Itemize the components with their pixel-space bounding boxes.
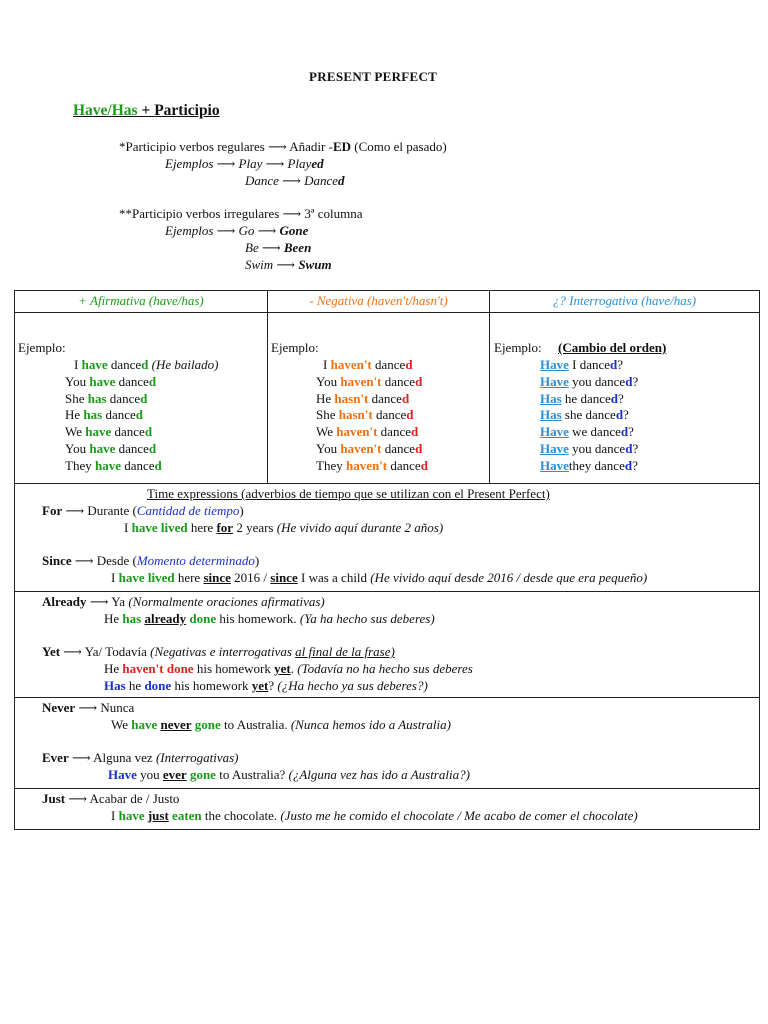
text: We: [111, 717, 132, 732]
auxiliary: Has: [104, 678, 126, 693]
auxiliary: Have: [108, 767, 137, 782]
verb-stem: dance: [368, 390, 402, 406]
negative-verb: haven't done: [122, 661, 194, 676]
auxiliary: have: [85, 424, 112, 440]
interrogativa-row: [540, 374, 638, 391]
keyword-never: never: [160, 717, 192, 732]
subject: You: [65, 373, 90, 389]
negativa-row: [316, 407, 414, 424]
participle-ending: d: [625, 441, 633, 456]
never-label: Never: [42, 700, 76, 715]
translation: (¿Ha hecho ya sus deberes?): [277, 678, 428, 693]
since-label: Since: [42, 553, 72, 568]
ejemplo-label: Ejemplo:: [494, 340, 542, 355]
irregular-example-2-participle: Been: [283, 240, 312, 255]
participle: gone: [194, 717, 221, 732]
afirmativa-row: [65, 441, 156, 458]
text: I: [124, 520, 132, 535]
negativa-row: [316, 424, 418, 441]
auxiliary: has: [87, 390, 107, 406]
for-label: For: [42, 503, 63, 518]
participle: done: [189, 611, 217, 626]
subject: You: [316, 373, 341, 389]
translation: (Nunca hemos ido a Australia): [290, 717, 451, 732]
verb-stem: dance: [377, 424, 411, 440]
participle-ending: d: [141, 357, 149, 372]
time-expressions-section: [15, 484, 760, 592]
formula-heading: [73, 103, 220, 120]
negativa-cell: [268, 313, 490, 484]
auxiliary: has: [83, 407, 103, 423]
just-label: Just: [42, 791, 66, 806]
afirmativa-row: [65, 391, 147, 408]
ever-line: [42, 750, 239, 767]
irregular-example-3-text: Swim ⟶: [245, 257, 299, 272]
verb-stem: dance: [387, 457, 421, 473]
ejemplo-label: Ejemplo:: [271, 340, 319, 355]
interrogativa-cell: [490, 313, 760, 484]
participle-ending: d: [620, 424, 629, 440]
verb-stem: dance: [107, 357, 142, 372]
auxiliary: have: [81, 357, 108, 372]
question-mark: ?: [632, 441, 639, 456]
verb-stem: dance: [111, 424, 145, 440]
translation: (Ya ha hecho sus deberes): [299, 611, 435, 626]
verb: has: [122, 611, 142, 626]
verb-stem: we dance: [568, 424, 621, 440]
irregular-example-2: [245, 240, 311, 257]
just-line: [42, 791, 179, 808]
translation: (Justo me he comido el chocolate / Me acabo de comer el chocolate): [280, 808, 638, 823]
regular-rule: [119, 139, 447, 156]
text: to Australia?: [215, 767, 289, 782]
question-mark: ?: [632, 373, 639, 389]
since-close: ): [254, 553, 260, 568]
verb: have: [131, 717, 158, 732]
regular-example-1-suffix: ed: [311, 156, 324, 171]
since-description: Momento determinado: [136, 553, 255, 568]
translation: (Todavía no ha hecho sus deberes: [297, 661, 473, 676]
verb-stem: they dance: [568, 457, 625, 473]
interrogativa-row: [540, 407, 629, 424]
translation: (¿Alguna vez has ido a Australia?): [288, 767, 470, 782]
participle-ending: d: [148, 373, 157, 389]
ever-example: [108, 767, 470, 784]
plus-sign: +: [137, 102, 155, 119]
for-example: [124, 520, 443, 537]
auxiliary: Have: [540, 441, 569, 456]
auxiliary: have: [89, 373, 116, 389]
afirmativa-row: [74, 357, 218, 374]
keyword-yet: yet: [251, 678, 269, 693]
translation: (He vivido aquí durante 2 años): [276, 520, 444, 535]
have-has-label: Have/Has: [73, 102, 138, 119]
never-example: [111, 717, 451, 734]
verb-stem: dance: [106, 390, 141, 406]
verb-stem: dance: [120, 457, 155, 473]
participle-ending: d: [410, 424, 419, 440]
text: ?: [268, 678, 278, 693]
verb: have lived: [118, 570, 175, 585]
keyword-since: since: [270, 570, 298, 585]
for-close: ): [239, 503, 244, 518]
participle-ending: d: [420, 457, 428, 473]
conjugation-table: [14, 290, 760, 830]
negativa-row: [323, 357, 413, 374]
keyword-for: for: [216, 520, 234, 535]
verb-stem: you dance: [568, 441, 626, 456]
text: his homework: [193, 661, 275, 676]
just-section: [15, 789, 760, 830]
already-line: [42, 594, 325, 611]
auxiliary: haven't: [340, 441, 382, 456]
since-example: [111, 570, 647, 587]
ever-description: (Interrogativas): [155, 750, 239, 765]
text: he: [125, 678, 145, 693]
interrogativa-row: [540, 458, 638, 475]
participio-label: Participio: [154, 102, 220, 119]
yet-question-example: [104, 678, 428, 695]
verb-stem: she dance: [561, 407, 616, 423]
verb-stem: I dance: [568, 357, 611, 372]
text: here: [174, 570, 204, 585]
auxiliary: hasn't: [334, 390, 369, 406]
regular-rule-note: (Como el pasado): [351, 139, 447, 154]
question-mark: ?: [617, 357, 624, 372]
keyword-yet: yet: [274, 661, 291, 676]
never-ever-section: [15, 698, 760, 789]
already-yet-section: [15, 592, 760, 698]
since-meaning: ⟶ Desde (: [71, 553, 137, 568]
subject: We: [65, 424, 86, 440]
irregular-example-1: [165, 223, 308, 240]
interrogativa-row: [540, 391, 624, 408]
irregular-example-1-text: Ejemplos ⟶ Go ⟶: [165, 223, 280, 238]
translation: (He bailado): [148, 357, 219, 372]
time-expressions-heading: Time expressions (adverbios de tiempo que se utilizan con el Present Perfect): [147, 486, 550, 501]
verb-stem: you dance: [568, 373, 626, 389]
text: I: [111, 808, 119, 823]
keyword-already: already: [144, 611, 187, 626]
text: to Australia.: [220, 717, 291, 732]
subject: She: [316, 407, 339, 423]
just-meaning: ⟶ Acabar de / Justo: [65, 791, 180, 806]
question-mark: ?: [623, 407, 629, 423]
text: his homework.: [216, 611, 300, 626]
participle-ending: d: [615, 407, 624, 423]
ejemplo-label: Ejemplo:: [18, 340, 66, 355]
verb: have: [118, 808, 145, 823]
text: .: [290, 661, 298, 676]
irregular-example-2-text: Be ⟶: [245, 240, 284, 255]
verb-stem: dance: [372, 407, 407, 423]
irregular-example-1-participle: Gone: [279, 223, 309, 238]
interrogativa-row: [540, 441, 638, 458]
auxiliary: Has: [540, 390, 562, 406]
regular-example-1: [165, 156, 324, 173]
participle-ending: d: [624, 457, 633, 473]
already-label: Already: [42, 594, 87, 609]
participle-ending: d: [610, 390, 618, 406]
just-example: [111, 808, 638, 825]
auxiliary: haven't: [345, 457, 388, 473]
auxiliary: Have: [540, 424, 569, 440]
auxiliary: Has: [540, 407, 562, 423]
text: He: [104, 611, 123, 626]
ever-label: Ever: [42, 750, 69, 765]
participle-ending: d: [144, 424, 153, 440]
yet-meaning: ⟶ Ya/ Todavía: [60, 644, 151, 659]
afirmativa-row: [65, 407, 143, 424]
interrogativa-row: [540, 357, 623, 374]
question-mark: ?: [618, 390, 624, 406]
regular-example-2: [245, 173, 345, 190]
auxiliary: Have: [540, 457, 569, 473]
participle-ending: d: [401, 390, 410, 406]
afirmativa-row: [65, 424, 152, 441]
ed-suffix: ED: [332, 139, 352, 154]
irregular-example-3-participle: Swum: [298, 257, 332, 272]
verb: have lived: [131, 520, 188, 535]
participle-ending: d: [140, 390, 148, 406]
verb-stem: dance: [381, 373, 416, 389]
ever-meaning: ⟶ Alguna vez: [68, 750, 156, 765]
subject: He: [316, 390, 335, 406]
subject: They: [65, 457, 95, 473]
afirmativa-cell: [15, 313, 268, 484]
text: here: [187, 520, 217, 535]
negativa-row: [316, 391, 409, 408]
participle-ending: d: [625, 373, 633, 389]
verb-stem: dance: [115, 441, 149, 456]
text: 2016 /: [230, 570, 271, 585]
negativa-row: [316, 458, 428, 475]
question-mark: ?: [632, 457, 638, 473]
verb-stem: dance: [381, 441, 416, 456]
subject: He: [65, 407, 84, 423]
never-line: [42, 700, 134, 717]
for-description: Cantidad de tiempo: [136, 503, 240, 518]
page-title: PRESENT PERFECT: [309, 69, 438, 84]
irregular-example-3: [245, 257, 332, 274]
translation: (He vivido aquí desde 2016 / desde que era pequeño): [370, 570, 648, 585]
text: I was a child: [297, 570, 371, 585]
question-mark: ?: [628, 424, 634, 440]
text: you: [136, 767, 163, 782]
afirmativa-row: [65, 458, 162, 475]
regular-example-2-suffix: d: [338, 173, 345, 188]
subject: I: [74, 357, 82, 372]
cambio-del-orden-label: (Cambio del orden): [558, 340, 667, 355]
header-afirmativa: + Afirmativa (have/has): [15, 291, 268, 313]
subject: We: [316, 424, 337, 440]
participle-ending: d: [610, 357, 618, 372]
regular-rule-text: *Participio verbos regulares ⟶ Añadir -: [119, 139, 333, 154]
header-negativa: - Negativa (haven't/hasn't): [268, 291, 490, 313]
text: He: [104, 661, 123, 676]
already-example: [104, 611, 435, 628]
participle: gone: [189, 767, 216, 782]
keyword-just: just: [147, 808, 169, 823]
yet-line: [42, 644, 395, 661]
text: 2 years: [233, 520, 277, 535]
auxiliary: have: [94, 457, 121, 473]
verb-stem: dance: [115, 373, 149, 389]
subject: They: [316, 457, 346, 473]
participle-ending: d: [154, 457, 162, 473]
interrogativa-row: [540, 424, 634, 441]
regular-example-1-text: Ejemplos ⟶ Play ⟶ Play: [165, 156, 312, 171]
participle-ending: d: [135, 407, 144, 423]
participle: done: [144, 678, 172, 693]
subject: You: [316, 441, 341, 456]
participle-ending: d: [415, 441, 423, 456]
keyword-since: since: [203, 570, 231, 585]
participle-ending: d: [406, 407, 414, 423]
irregular-rule: **Participio verbos irregulares ⟶ 3ª columna: [119, 206, 363, 221]
text: the chocolate.: [201, 808, 281, 823]
participle-ending: d: [415, 373, 423, 389]
verb-stem: he dance: [561, 390, 611, 406]
for-line: [42, 503, 244, 520]
auxiliary: have: [89, 441, 116, 456]
yet-label: Yet: [42, 644, 61, 659]
for-meaning: ⟶ Durante (: [62, 503, 137, 518]
auxiliary: haven't: [340, 373, 382, 389]
participle-ending: d: [405, 357, 413, 372]
auxiliary: haven't: [330, 357, 372, 372]
text: his homework: [171, 678, 252, 693]
negativa-row: [316, 374, 422, 391]
negativa-row: [316, 441, 422, 458]
yet-description: (Negativas e interrogativas: [150, 644, 296, 659]
header-interrogativa: ¿? Interrogativa (have/has): [490, 291, 760, 313]
keyword-ever: ever: [162, 767, 187, 782]
text: I: [111, 570, 119, 585]
participle-ending: d: [148, 441, 157, 456]
subject: She: [65, 390, 88, 406]
auxiliary: hasn't: [338, 407, 373, 423]
subject: I: [323, 357, 331, 372]
auxiliary: haven't: [336, 424, 378, 440]
auxiliary: Have: [540, 373, 569, 389]
yet-description-end: al final de la frase): [295, 644, 395, 659]
subject: You: [65, 441, 90, 456]
yet-negative-example: [104, 661, 473, 678]
participle: eaten: [172, 808, 202, 823]
afirmativa-row: [65, 374, 156, 391]
verb-stem: dance: [102, 407, 136, 423]
already-description: (Normalmente oraciones afirmativas): [128, 594, 325, 609]
auxiliary: Have: [540, 357, 569, 372]
since-line: [42, 553, 259, 570]
regular-example-2-text: Dance ⟶ Dance: [245, 173, 338, 188]
never-meaning: ⟶ Nunca: [75, 700, 135, 715]
already-meaning: ⟶ Ya: [86, 594, 129, 609]
verb-stem: dance: [371, 357, 406, 372]
